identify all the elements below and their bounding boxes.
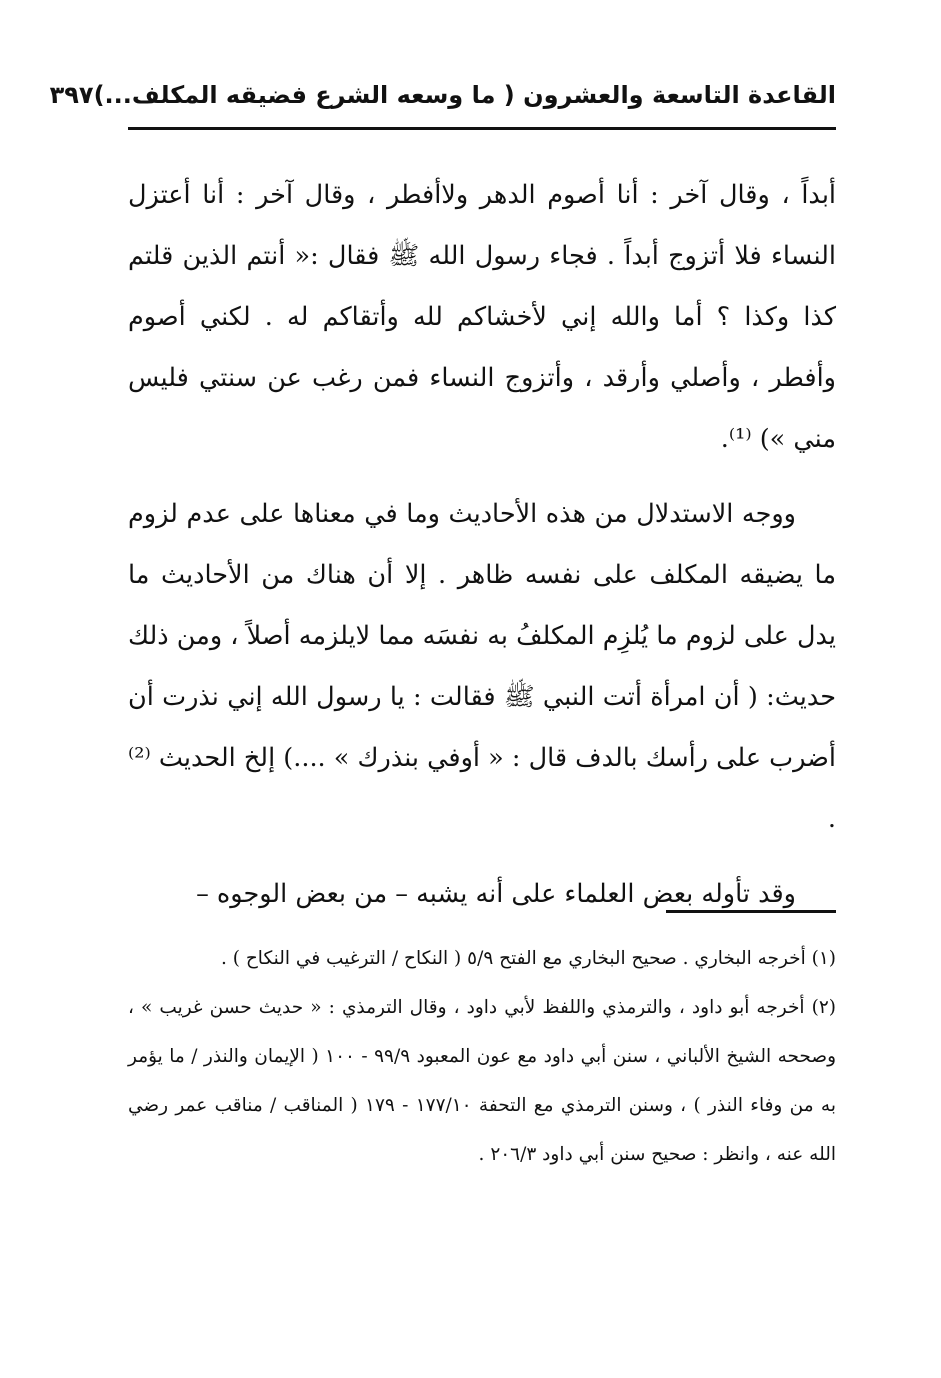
footnote: (٢) أخرجه أبو داود ، والترمذي واللفظ لأبي داود ، وقال الترمذي : « حديث حسن غريب » ، وصححه الشيخ الألباني ، سنن أبي داود مع عون المعبود ٩٩/٩ - ١٠٠ ( الإيمان والنذر / ما يؤمر به من وفاء النذر ) ، وسنن الترمذي مع التحفة ١٧٧/١٠ - ١٧٩ ( المناقب / مناقب عمر رضي الله عنه ، وانظر : صحيح سنن أبي داود ٢٠٦/٣ . — [128, 997, 837, 1165]
paragraph: أبداً ، وقال آخر : أنا أصوم الدهر ولاأفطر ، وقال آخر : أنا أعتزل النساء فلا أتزوج أبداً . فجاء رسول الله ﷺ فقال :« أنتم الذين قلتم كذا وكذا ؟ أما والله إني لأخشاكم لله وأتقاكم له . لكني أصوم وأفطر ، وأصلي وأرقد ، وأتزوج النساء فمن رغب عن سنتي فليس مني ») ⁽¹⁾. — [128, 180, 836, 454]
main-text — [128, 165, 836, 925]
page-number: ٣٩٧ — [49, 81, 94, 109]
footnote-separator — [666, 910, 836, 913]
header-title: القاعدة التاسعة والعشرون ( ما وسعه الشرع فضيقه المكلف...) — [93, 81, 836, 109]
footnote: (١) أخرجه البخاري . صحيح البخاري مع الفتح ٥/٩ ( النكاح / الترغيب في النكاح ) . — [221, 948, 836, 969]
paragraph: وقد تأوله بعض العلماء على أنه يشبه – من بعض الوجوه – — [196, 879, 796, 909]
running-header — [49, 70, 836, 120]
paragraph: ووجه الاستدلال من هذه الأحاديث وما في معناها على عدم لزوم ما يضيقه المكلف على نفسه ظاهر . إلا أن هناك من الأحاديث ما يدل على لزوم ما يُلزِم المكلفُ به نفسَه مما لايلزمه أصلاً ، ومن ذلك حديث: ( أن امرأة أتت النبي ﷺ فقالت : يا رسول الله إني نذرت أن أضرب على رأسك بالدف قال : « أوفي بنذرك » ....) إلخ الحديث ⁽²⁾ . — [128, 499, 836, 834]
footnotes — [128, 934, 836, 1179]
header-rule — [128, 127, 836, 130]
